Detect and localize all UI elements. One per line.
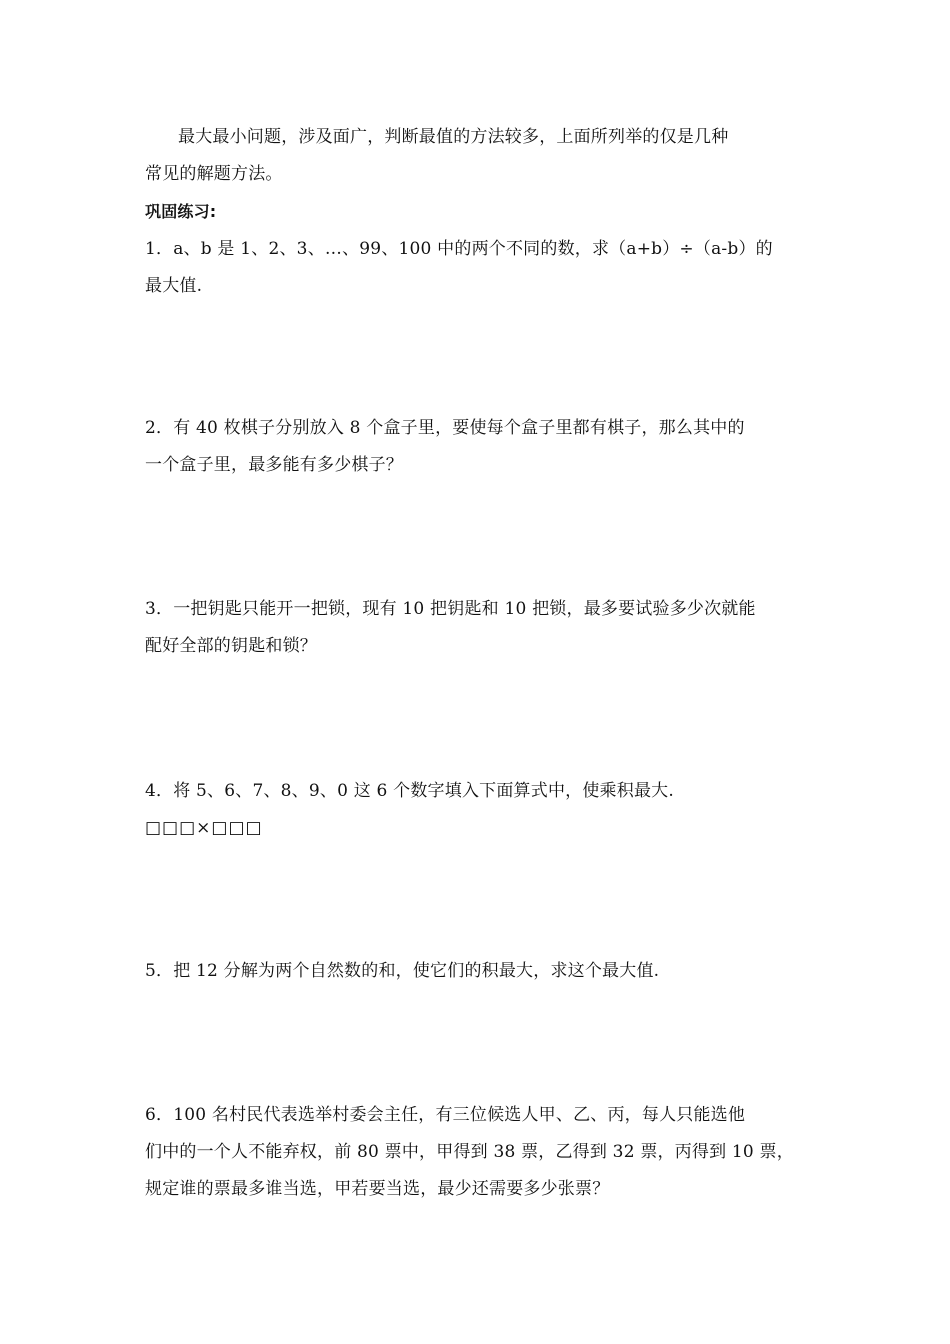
problem-4-line-1: 4．将 5、6、7、8、9、0 这 6 个数字填入下面算式中，使乘积最大.: [145, 781, 674, 801]
problem-3-line-1: 3．一把钥匙只能开一把锁，现有 10 把钥匙和 10 把锁，最多要试验多少次就能: [145, 599, 756, 619]
problem-6-line-3: 规定谁的票最多谁当选，甲若要当选，最少还需要多少张票？: [145, 1179, 610, 1199]
intro-line-1: 最大最小问题，涉及面广，判断最值的方法较多，上面所列举的仅是几种: [178, 127, 729, 147]
problem-4-expression: □□□×□□□: [145, 818, 263, 838]
section-title: 巩固练习:: [145, 202, 217, 221]
problem-5-line-1: 5．把 12 分解为两个自然数的和，使它们的积最大，求这个最大值.: [145, 961, 660, 981]
problem-3-line-2: 配好全部的钥匙和锁？: [145, 636, 317, 656]
problem-2-line-2: 一个盒子里，最多能有多少棋子？: [145, 455, 403, 475]
problem-1-line-2: 最大值.: [145, 276, 203, 296]
problem-1-line-1: 1．a、b 是 1、2、3、…、99、100 中的两个不同的数，求（a+b）÷（a-b）的: [145, 239, 773, 259]
intro-line-2: 常见的解题方法。: [145, 164, 283, 184]
problem-2-line-1: 2．有 40 枚棋子分别放入 8 个盒子里，要使每个盒子里都有棋子，那么其中的: [145, 418, 745, 438]
problem-6-line-2: 们中的一个人不能弃权，前 80 票中，甲得到 38 票，乙得到 32 票，丙得到 10 票，: [145, 1142, 794, 1162]
problem-6-line-1: 6．100 名村民代表选举村委会主任，有三位候选人甲、乙、丙，每人只能选他: [145, 1105, 746, 1125]
